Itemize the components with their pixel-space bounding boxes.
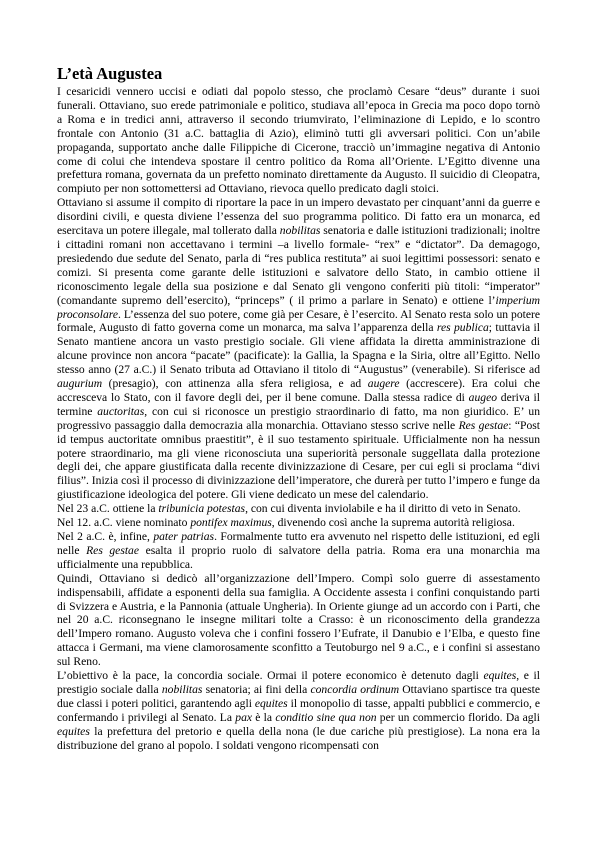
- paragraph: Quindi, Ottaviano si dedicò all’organizzazione dell’Impero. Compì solo guerre di assestamento indispensabili, affidate a esponenti della sua famiglia. A Occidente assestа i confini conquistando parti di Svizzera e Austria, e la Pannonia (attuale Ungheria). In Oriente giunge ad un accordo con i Parti, che nel 20 a.C. riconsegnano le insegne militari tolte a Crasso: è un riconoscimento della grandezza dell’Impero romano. Augusto voleva che i confini fossero l’Eufrate, il Danubio e l’Elba, e questo fine attacca i Germani, ma viene clamorosamente sconfitto a Teutoburgo nel 9 a.C., e i confini si assestano sul Reno.: [57, 571, 540, 669]
- paragraph: Nel 12. a.C. viene nominato pontifex maximus, divenendo così anche la suprema autorità religiosa.: [57, 516, 515, 530]
- paragraph: Nel 2 a.C. è, infine, pater patrias. Formalmente tutto era avvenuto nel rispetto delle istituzioni, ed egli nelle Res gestae esalta il proprio ruolo di salvatore della patria. Roma era una monarchia ma ufficialmente una repubblica.: [57, 530, 540, 571]
- paragraph: L’obiettivo è la pace, la concordia sociale. Ormai il potere economico è detenuto dagli equites, e il prestigio sociale dalla nobilitas senatoria; ai fini della concordia ordinum Ottaviano spartisce tra queste due classi i poteri politici, garantendo agli equites il monopolio di tasse, appalti pubblici e commercio, e confermando i privilegi al Senato. La pax è la conditio sine qua non per un commercio florido. Da agli equites la prefettura del pretorio e quella della nona (le due cariche più prestigiose). La nona era la distribuzione del grano al popolo. I soldati vengono ricompensati con: [57, 669, 540, 752]
- paragraph: Nel 23 a.C. ottiene la tribunicia potestas, con cui diventa inviolabile e ha il diritto di veto in Senato.: [57, 502, 521, 516]
- paragraph: I cesaricidi vennero uccisi e odiati dal popolo stesso, che proclamò Cesare “deus” durante i suoi funerali. Ottaviano, suo erede patrimoniale e politico, studiava all’epoca in Grecia ma poco dopo tornò a Roma e in tredici anni, attraverso il secondo triumvirato, l’eliminazione di Lepido, e lo scontro frontale con Antonio (31 a.C. battaglia di Azio), eliminò tutti gli avversari politici. Con un’abile propaganda, supportato anche dalle Filippiche di Cicerone, tracciò un’immagine negativa di Antonio come di colui che intendeva spostare il centro politico da Roma all’Oriente. L’Egitto divenne una prefettura romana, governata da un prefetto nominato direttamente da Augusto. Il suicidio di Cleopatra, compiuto per non sottomettersi ad Ottaviano, rievoca quello predicato dagli stoici.: [57, 85, 540, 196]
- document-page: [57, 64, 540, 834]
- paragraph: Ottaviano si assume il compito di riportare la pace in un impero devastato per cinquant’anni da guerre e disordini civili, e questa diviene l’essenza del suo programma politico. Di fatto era un monarca, ed esercitava un potere illegale, mal tollerato dalla nobilitas senatoria e dalle istituzioni tradizionali; inoltre i cittadini romani non accettavano i termini –a livello formale- “rex” e “dictator”. Da demagogo, presiedendo due sedute del Senato, parla di “res publica restituta” ai suoi legittimi possessori: senato e comizi. Si presenta come garante delle istituzioni e salvatore dello Stato, in cambio ottiene il riconoscimento legale della sua posizione e dal Senato gli vengono conferiti più titoli: “imperator” (comandante supremo dell’esercito), “princeps” ( il primo a parlare in Senato) e ottiene l’imperium proconsolare. L’essenza del suo potere, come già per Cesare, è l’esercito. Al Senato resta solo un potere formale, Augusto di fatto governa come un monarca, ma salva l’apparenza della res publica; tuttavia il Senato mantiene ancora un vasto prestigio sociale. Gli viene affidata la diretta amministrazione di alcune province non ancora “pacate” (pacificate): la Gallia, la Spagna e la Siria, oltre all’Egitto. Nello stesso anno (27 a.C.) il Senato tributa ad Ottaviano il titolo di “Augustus” (venerabile). Si riferisce ad augurium (presagio), con attinenza alla sfera religiosa, e ad augere (accrescere). Era colui che accresceva lo Stato, con il favore degli dei, per il bene comune. Dalla stessa radice di augeo deriva il termine auctoritas, con cui si riconosce un prestigio straordinario di fatto, ma non giuridico. E’ un progressivo passaggio dalla democrazia alla monarchia. Ottaviano stesso scrive nelle Res gestae: “Post id tempus auctoritate omnibus praestitit”, è il suo testamento spirituale. Ufficialmente non ha nessun potere straordinario, ma gli viene riconosciuta una superiorità personale suggellata dalla protezione degli dei, che appare giustificata dalla recente divinizzazione di Cesare, per cui egli si proclama “divi filius”. Inizia così il processo di divinizzazione dell’imperatore, che durerà per tutto l’impero e funge da giustificazione ideologica del potere. Gli viene dedicato un mese del calendario.: [57, 196, 540, 502]
- document-body: [57, 85, 540, 753]
- document-title: L’età Augustea: [57, 64, 163, 83]
